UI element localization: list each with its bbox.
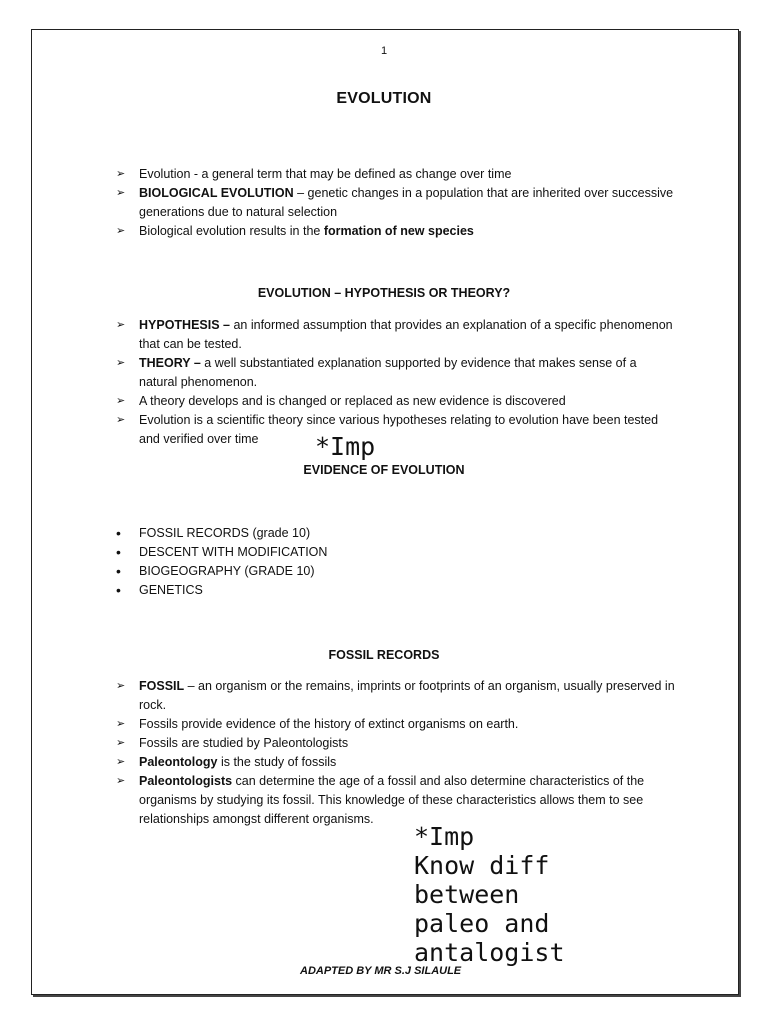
list-item: ➢ HYPOTHESIS – an informed assumption that provides an explanation of a specific phenomenon that can be tested. [116, 318, 673, 351]
arrow-bullet-icon: ➢ [116, 737, 126, 749]
list-item: • BIOGEOGRAPHY (GRADE 10) [116, 563, 315, 579]
arrow-bullet-icon: ➢ [116, 168, 126, 180]
bullet-dot-icon: • [116, 525, 121, 541]
list-item: ➢ Fossils are studied by Paleontologists [116, 734, 676, 753]
list-item: ➢ FOSSIL – an organism or the remains, imprints or footprints of an organism, usually preserved in rock. [116, 679, 675, 712]
list-item: ➢ BIOLOGICAL EVOLUTION – genetic changes in a population that are inherited over successive generations due to natural selection [116, 186, 674, 219]
bullet-dot-icon: • [116, 563, 121, 579]
arrow-bullet-icon: ➢ [116, 319, 126, 331]
arrow-bullet-icon: ➢ [116, 718, 126, 730]
list-item: ➢ Evolution is a scientific theory since various hypotheses relating to evolution have been tested and verified over time [116, 413, 659, 446]
bullet-dot-icon: • [116, 582, 121, 598]
arrow-bullet-icon: ➢ [116, 357, 126, 369]
list-item: • GENETICS [116, 582, 203, 598]
fossils-list [116, 677, 676, 829]
list-item: ➢ THEORY – a well substantiated explanation supported by evidence that makes sense of a natural phenomenon. [116, 356, 637, 389]
footer-credit: ADAPTED BY MR S.J SILAULE [300, 965, 462, 977]
section-heading-fossils: FOSSIL RECORDS [328, 648, 440, 662]
evidence-list [116, 524, 676, 600]
arrow-bullet-icon: ➢ [116, 395, 126, 407]
page-title: EVOLUTION [336, 90, 432, 107]
hypothesis-list [116, 316, 676, 449]
list-item: • FOSSIL RECORDS (grade 10) [116, 525, 311, 541]
arrow-bullet-icon: ➢ [116, 414, 126, 426]
list-item: ➢ Evolution - a general term that may be defined as change over time [116, 165, 676, 184]
list-item: • DESCENT WITH MODIFICATION [116, 544, 328, 560]
page-number: 1 [380, 45, 388, 57]
list-item: ➢ Biological evolution results in the formation of new species [116, 222, 676, 241]
section-heading-evidence: EVIDENCE OF EVOLUTION [303, 463, 465, 477]
list-item: ➢ A theory develops and is changed or replaced as new evidence is discovered [116, 392, 676, 411]
arrow-bullet-icon: ➢ [116, 775, 126, 787]
handwritten-note-imp: *Imp [315, 432, 376, 461]
list-item: ➢ Fossils provide evidence of the history of extinct organisms on earth. [116, 715, 676, 734]
arrow-bullet-icon: ➢ [116, 680, 126, 692]
list-item: ➢ Paleontologists can determine the age of a fossil and also determine characteristics of the organisms by studying its fossil. This knowledge of these characteristics allows them to see relationships amongst different organisms. [116, 774, 645, 826]
handwritten-note-paleo: *Imp Know diff between paleo and antalogist [414, 822, 565, 967]
arrow-bullet-icon: ➢ [116, 225, 126, 237]
arrow-bullet-icon: ➢ [116, 756, 126, 768]
section-heading-hypothesis: EVOLUTION – HYPOTHESIS OR THEORY? [257, 286, 511, 300]
arrow-bullet-icon: ➢ [116, 187, 126, 199]
intro-list [116, 165, 676, 241]
bullet-dot-icon: • [116, 544, 121, 560]
list-item: ➢ Paleontology is the study of fossils [116, 753, 676, 772]
